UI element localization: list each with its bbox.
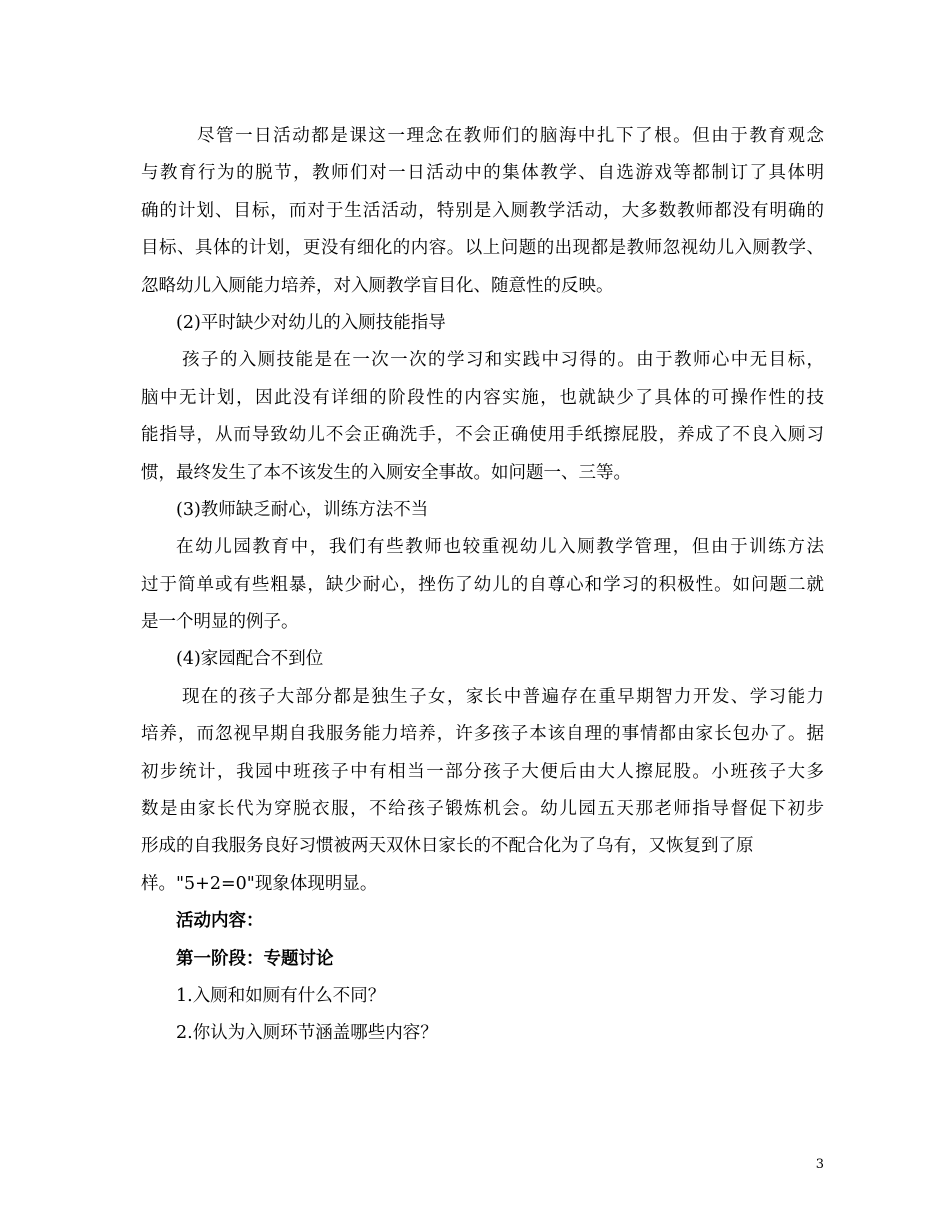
text-line: (3)教师缺乏耐心，训练方法不当: [176, 499, 429, 520]
text-line: 忽略幼儿入厕能力培养，对入厕教学盲目化、随意性的反映。: [141, 275, 614, 296]
text-line: 2.你认为入厕环节涵盖哪些内容？: [176, 1023, 438, 1044]
text-line: 孩子的入厕技能是在一次一次的学习和实践中习得的。由于教师心中无目标，: [182, 350, 824, 371]
text-line: 形成的自我服务良好习惯被两天双休日家长的不配合化为了乌有，又恢复到了原: [141, 836, 754, 857]
text-line: 数是由家长代为穿脱衣服，不给孩子锻炼机会。幼儿园五天那老师指导督促下初步: [141, 799, 824, 820]
text-line: 确的计划、目标，而对于生活活动，特别是入厕教学活动，大多数教师都没有明确的: [141, 200, 824, 221]
section-heading: 活动内容：: [176, 911, 264, 932]
text-line: 1.入厕和如厕有什么不同？: [176, 985, 386, 1006]
text-line: 过于简单或有些粗暴，缺少耐心，挫伤了幼儿的自尊心和学习的积极性。如问题二就: [141, 574, 824, 595]
text-line: 尽管一日活动都是课这一理念在教师们的脑海中扎下了根。但由于教育观念: [197, 126, 824, 146]
text-line: 初步统计，我园中班孩子中有相当一部分孩子大便后由大人擦屁股。小班孩子大多: [141, 761, 824, 782]
text-line: (2)平时缺少对幼儿的入厕技能指导: [176, 312, 446, 333]
text-line: 现在的孩子大部分都是独生子女，家长中普遍存在重早期智力开发、学习能力: [182, 686, 824, 707]
text-line: 惯，最终发生了本不该发生的入厕安全事故。如问题一、三等。: [141, 462, 631, 483]
text-line: 能指导，从而导致幼儿不会正确洗手，不会正确使用手纸擦屁股，养成了不良入厕习: [141, 425, 824, 446]
text-line: 与教育行为的脱节，教师们对一日活动中的集体教学、自选游戏等都制订了具体明: [141, 163, 824, 184]
text-line: (4)家园配合不到位: [176, 649, 324, 670]
text-line: 样。"5+2=0"现象体现明显。: [141, 873, 378, 894]
text-line: 目标、具体的计划，更没有细化的内容。以上问题的出现都是教师忽视幼儿入厕教学、: [141, 238, 824, 259]
text-line: 脑中无计划，因此没有详细的阶段性的内容实施，也就缺少了具体的可操作性的技: [141, 387, 824, 408]
page-number: 3: [815, 1157, 824, 1172]
text-line: 培养，而忽视早期自我服务能力培养，许多孩子本该自理的事情都由家长包办了。据: [141, 724, 824, 745]
text-line: 是一个明显的例子。: [141, 612, 299, 633]
document-body: [141, 118, 824, 1053]
text-line: 在幼儿园教育中，我们有些教师也较重视幼儿入厕教学管理，但由于训练方法: [176, 537, 824, 558]
section-heading: 第一阶段：专题讨论: [176, 948, 334, 969]
